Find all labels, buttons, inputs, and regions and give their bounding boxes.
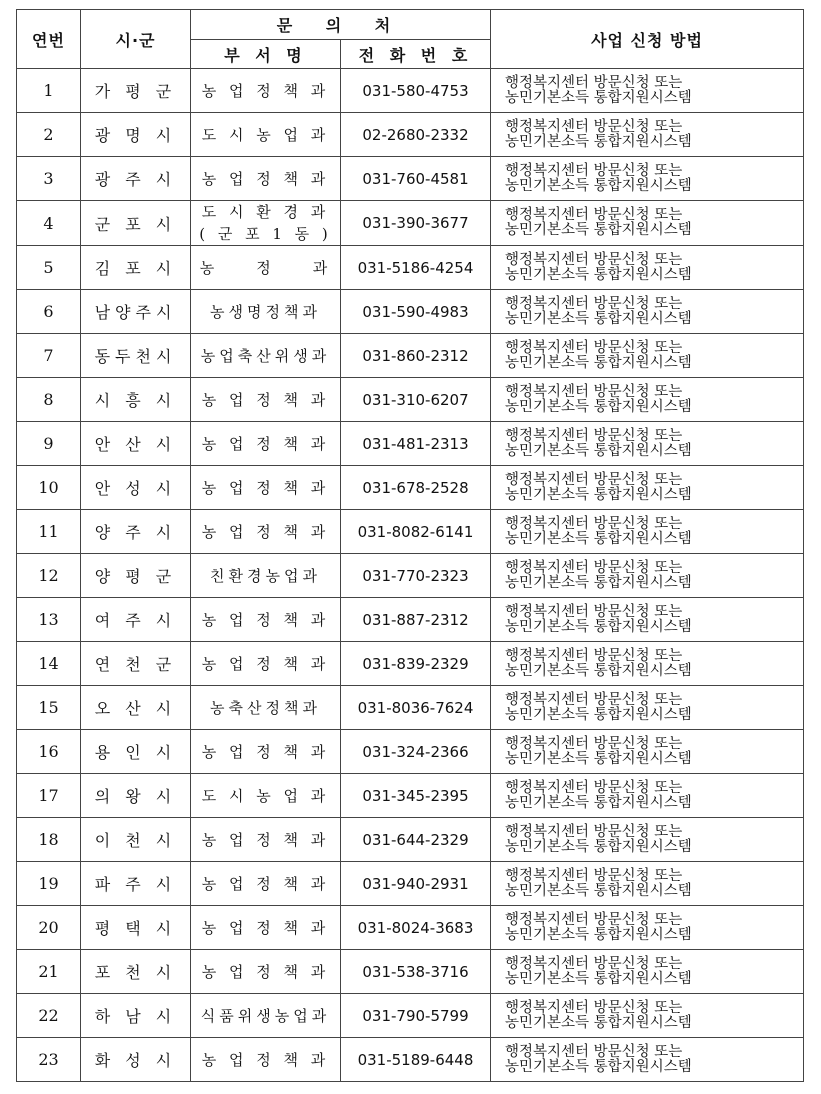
row-phone: 031-860-2312 xyxy=(341,334,491,378)
row-city: 광 주 시 xyxy=(81,157,191,201)
row-method xyxy=(491,422,804,466)
row-department xyxy=(191,378,341,422)
method-line-2: 농민기본소득 통합지원시스템 xyxy=(505,1014,692,1031)
method-line-1: 행정복지센터 방문신청 또는 xyxy=(505,427,683,444)
header-no: 연번 xyxy=(17,10,81,69)
row-number: 18 xyxy=(17,818,81,862)
row-number: 17 xyxy=(17,774,81,818)
method-line-2: 농민기본소득 통합지원시스템 xyxy=(505,354,692,371)
department-name: 농 업 정 책 과 xyxy=(201,434,330,453)
table-row xyxy=(17,290,804,334)
header-city: 시·군 xyxy=(81,10,191,69)
department-name: 농 업 정 책 과 xyxy=(201,390,330,409)
table-row xyxy=(17,334,804,378)
table-row xyxy=(17,1038,804,1082)
row-method xyxy=(491,290,804,334)
department-name: 식품위생농업과 xyxy=(200,1006,331,1025)
row-phone: 031-538-3716 xyxy=(341,950,491,994)
method-line-1: 행정복지센터 방문신청 또는 xyxy=(505,162,683,179)
method-line-1: 행정복지센터 방문신청 또는 xyxy=(505,118,683,135)
row-method xyxy=(491,510,804,554)
table-row xyxy=(17,113,804,157)
method-line-1: 행정복지센터 방문신청 또는 xyxy=(505,867,683,884)
row-method xyxy=(491,1038,804,1082)
row-phone: 02-2680-2332 xyxy=(341,113,491,157)
method-line-1: 행정복지센터 방문신청 또는 xyxy=(505,207,683,223)
table-row xyxy=(17,906,804,950)
department-name: 농 업 정 책 과 xyxy=(201,742,330,761)
row-number: 5 xyxy=(17,246,81,290)
method-line-1: 행정복지센터 방문신청 또는 xyxy=(505,383,683,400)
table-row xyxy=(17,642,804,686)
row-phone: 031-790-5799 xyxy=(341,994,491,1038)
row-department xyxy=(191,422,341,466)
row-number: 16 xyxy=(17,730,81,774)
table-row xyxy=(17,510,804,554)
table-row xyxy=(17,157,804,201)
row-number: 22 xyxy=(17,994,81,1038)
row-phone: 031-590-4983 xyxy=(341,290,491,334)
table-row xyxy=(17,950,804,994)
row-city: 광 명 시 xyxy=(81,113,191,157)
method-line-2: 농민기본소득 통합지원시스템 xyxy=(505,750,692,767)
row-city: 의 왕 시 xyxy=(81,774,191,818)
row-city: 남양주시 xyxy=(81,290,191,334)
row-phone: 031-324-2366 xyxy=(341,730,491,774)
method-line-2: 농민기본소득 통합지원시스템 xyxy=(505,574,692,591)
row-method xyxy=(491,466,804,510)
table-row xyxy=(17,686,804,730)
method-line-2: 농민기본소득 통합지원시스템 xyxy=(505,486,692,503)
row-phone: 031-390-3677 xyxy=(341,201,491,246)
row-phone: 031-887-2312 xyxy=(341,598,491,642)
row-department xyxy=(191,642,341,686)
table-row xyxy=(17,598,804,642)
row-department xyxy=(191,1038,341,1082)
row-phone: 031-580-4753 xyxy=(341,69,491,113)
row-number: 8 xyxy=(17,378,81,422)
row-phone: 031-5186-4254 xyxy=(341,246,491,290)
row-number: 13 xyxy=(17,598,81,642)
row-number: 2 xyxy=(17,113,81,157)
row-number: 11 xyxy=(17,510,81,554)
department-name: 농업축산위생과 xyxy=(200,346,331,365)
row-city: 파 주 시 xyxy=(81,862,191,906)
row-number: 14 xyxy=(17,642,81,686)
department-name: 농 업 정 책 과 xyxy=(201,962,330,981)
row-city: 양 주 시 xyxy=(81,510,191,554)
table-row xyxy=(17,246,804,290)
row-department xyxy=(191,950,341,994)
department-name: 농 정 과 xyxy=(199,258,332,277)
method-line-2: 농민기본소득 통합지원시스템 xyxy=(505,618,692,635)
department-note: ( 군 포 1 동 ) xyxy=(199,225,332,243)
row-city: 이 천 시 xyxy=(81,818,191,862)
method-line-1: 행정복지센터 방문신청 또는 xyxy=(505,779,683,796)
row-number: 15 xyxy=(17,686,81,730)
table-row xyxy=(17,862,804,906)
method-line-1: 행정복지센터 방문신청 또는 xyxy=(505,74,683,91)
department-name: 농 업 정 책 과 xyxy=(201,610,330,629)
row-method xyxy=(491,950,804,994)
row-city: 안 성 시 xyxy=(81,466,191,510)
method-line-2: 농민기본소득 통합지원시스템 xyxy=(505,442,692,459)
method-line-2: 농민기본소득 통합지원시스템 xyxy=(505,794,692,811)
department-name: 농 업 정 책 과 xyxy=(201,654,330,673)
row-method xyxy=(491,113,804,157)
row-department xyxy=(191,69,341,113)
row-city: 용 인 시 xyxy=(81,730,191,774)
row-city: 김 포 시 xyxy=(81,246,191,290)
row-department xyxy=(191,246,341,290)
row-number: 9 xyxy=(17,422,81,466)
row-department xyxy=(191,157,341,201)
row-phone: 031-5189-6448 xyxy=(341,1038,491,1082)
row-department xyxy=(191,113,341,157)
row-phone: 031-644-2329 xyxy=(341,818,491,862)
table-row xyxy=(17,201,804,246)
row-phone: 031-310-6207 xyxy=(341,378,491,422)
row-number: 21 xyxy=(17,950,81,994)
row-department xyxy=(191,201,341,246)
row-city: 시 흥 시 xyxy=(81,378,191,422)
method-line-2: 농민기본소득 통합지원시스템 xyxy=(505,662,692,679)
row-city: 가 평 군 xyxy=(81,69,191,113)
row-department xyxy=(191,906,341,950)
row-number: 23 xyxy=(17,1038,81,1082)
row-department xyxy=(191,686,341,730)
row-city: 화 성 시 xyxy=(81,1038,191,1082)
method-line-2: 농민기본소득 통합지원시스템 xyxy=(505,530,692,547)
row-department xyxy=(191,818,341,862)
row-method xyxy=(491,378,804,422)
method-line-1: 행정복지센터 방문신청 또는 xyxy=(505,691,683,708)
row-department xyxy=(191,554,341,598)
table-row xyxy=(17,818,804,862)
method-line-2: 농민기본소득 통합지원시스템 xyxy=(505,706,692,723)
method-line-2: 농민기본소득 통합지원시스템 xyxy=(505,882,692,899)
method-line-1: 행정복지센터 방문신청 또는 xyxy=(505,1043,683,1060)
header-contact: 문 의 처 xyxy=(191,10,491,40)
department-name: 도 시 농 업 과 xyxy=(201,125,330,144)
row-phone: 031-839-2329 xyxy=(341,642,491,686)
department-name: 친환경농업과 xyxy=(210,566,321,585)
row-phone: 031-8082-6141 xyxy=(341,510,491,554)
method-line-2: 농민기본소득 통합지원시스템 xyxy=(505,177,692,194)
row-phone: 031-345-2395 xyxy=(341,774,491,818)
row-method xyxy=(491,201,804,246)
contact-table xyxy=(16,9,804,1082)
method-line-2: 농민기본소득 통합지원시스템 xyxy=(505,266,692,283)
row-number: 19 xyxy=(17,862,81,906)
row-number: 20 xyxy=(17,906,81,950)
table-row xyxy=(17,378,804,422)
row-method xyxy=(491,157,804,201)
method-line-1: 행정복지센터 방문신청 또는 xyxy=(505,339,683,356)
row-phone: 031-678-2528 xyxy=(341,466,491,510)
row-phone: 031-481-2313 xyxy=(341,422,491,466)
table-row xyxy=(17,554,804,598)
row-department xyxy=(191,510,341,554)
department-name: 농 업 정 책 과 xyxy=(201,918,330,937)
method-line-1: 행정복지센터 방문신청 또는 xyxy=(505,823,683,840)
method-line-1: 행정복지센터 방문신청 또는 xyxy=(505,911,683,928)
row-number: 7 xyxy=(17,334,81,378)
method-line-2: 농민기본소득 통합지원시스템 xyxy=(505,926,692,943)
department-name: 농축산정책과 xyxy=(210,698,321,717)
row-method xyxy=(491,774,804,818)
row-city: 안 산 시 xyxy=(81,422,191,466)
header-tel: 전 화 번 호 xyxy=(341,40,491,69)
row-phone: 031-760-4581 xyxy=(341,157,491,201)
method-line-2: 농민기본소득 통합지원시스템 xyxy=(505,310,692,327)
method-line-1: 행정복지센터 방문신청 또는 xyxy=(505,515,683,532)
row-department xyxy=(191,598,341,642)
method-line-1: 행정복지센터 방문신청 또는 xyxy=(505,955,683,972)
row-number: 4 xyxy=(17,201,81,246)
table-body xyxy=(17,69,804,1082)
row-city: 하 남 시 xyxy=(81,994,191,1038)
table-row xyxy=(17,730,804,774)
header-method: 사업 신청 방법 xyxy=(491,10,804,69)
department-name: 농 업 정 책 과 xyxy=(201,1050,330,1069)
row-phone: 031-8024-3683 xyxy=(341,906,491,950)
row-department xyxy=(191,730,341,774)
header-dept: 부 서 명 xyxy=(191,40,341,69)
department-name: 농 업 정 책 과 xyxy=(201,522,330,541)
row-method xyxy=(491,642,804,686)
row-method xyxy=(491,862,804,906)
row-department xyxy=(191,290,341,334)
row-number: 6 xyxy=(17,290,81,334)
row-city: 평 택 시 xyxy=(81,906,191,950)
table-row xyxy=(17,466,804,510)
row-department xyxy=(191,774,341,818)
row-method xyxy=(491,994,804,1038)
row-method xyxy=(491,598,804,642)
method-line-1: 행정복지센터 방문신청 또는 xyxy=(505,559,683,576)
row-city: 연 천 군 xyxy=(81,642,191,686)
row-city: 양 평 군 xyxy=(81,554,191,598)
row-department xyxy=(191,334,341,378)
method-line-2: 농민기본소득 통합지원시스템 xyxy=(505,133,692,150)
row-method xyxy=(491,554,804,598)
row-city: 동두천시 xyxy=(81,334,191,378)
department-name: 농 업 정 책 과 xyxy=(201,874,330,893)
row-city: 오 산 시 xyxy=(81,686,191,730)
row-city: 여 주 시 xyxy=(81,598,191,642)
method-line-2: 농민기본소득 통합지원시스템 xyxy=(505,1058,692,1075)
department-name: 농 업 정 책 과 xyxy=(201,81,330,100)
method-line-1: 행정복지센터 방문신청 또는 xyxy=(505,295,683,312)
table-row xyxy=(17,422,804,466)
row-department xyxy=(191,466,341,510)
row-number: 1 xyxy=(17,69,81,113)
row-method xyxy=(491,246,804,290)
row-department xyxy=(191,994,341,1038)
method-line-1: 행정복지센터 방문신청 또는 xyxy=(505,999,683,1016)
row-phone: 031-940-2931 xyxy=(341,862,491,906)
method-line-1: 행정복지센터 방문신청 또는 xyxy=(505,603,683,620)
table-row xyxy=(17,994,804,1038)
method-line-2: 농민기본소득 통합지원시스템 xyxy=(505,89,692,106)
row-method xyxy=(491,686,804,730)
department-name: 도 시 환 경 과 xyxy=(201,203,330,221)
table-row xyxy=(17,69,804,113)
method-line-2: 농민기본소득 통합지원시스템 xyxy=(505,970,692,987)
method-line-1: 행정복지센터 방문신청 또는 xyxy=(505,251,683,268)
row-method xyxy=(491,730,804,774)
department-name: 도 시 농 업 과 xyxy=(201,786,330,805)
method-line-2: 농민기본소득 통합지원시스템 xyxy=(505,838,692,855)
department-name: 농 업 정 책 과 xyxy=(201,169,330,188)
method-line-2: 농민기본소득 통합지원시스템 xyxy=(505,398,692,415)
method-line-2: 농민기본소득 통합지원시스템 xyxy=(505,222,692,238)
row-city: 포 천 시 xyxy=(81,950,191,994)
row-method xyxy=(491,906,804,950)
row-department xyxy=(191,862,341,906)
row-method xyxy=(491,818,804,862)
department-name: 농 업 정 책 과 xyxy=(201,830,330,849)
row-phone: 031-770-2323 xyxy=(341,554,491,598)
row-number: 12 xyxy=(17,554,81,598)
method-line-1: 행정복지센터 방문신청 또는 xyxy=(505,647,683,664)
department-name: 농생명정책과 xyxy=(210,302,321,321)
row-phone: 031-8036-7624 xyxy=(341,686,491,730)
row-method xyxy=(491,69,804,113)
row-number: 3 xyxy=(17,157,81,201)
row-number: 10 xyxy=(17,466,81,510)
table-row xyxy=(17,774,804,818)
method-line-1: 행정복지센터 방문신청 또는 xyxy=(505,735,683,752)
method-line-1: 행정복지센터 방문신청 또는 xyxy=(505,471,683,488)
department-name: 농 업 정 책 과 xyxy=(201,478,330,497)
row-method xyxy=(491,334,804,378)
row-city: 군 포 시 xyxy=(81,201,191,246)
